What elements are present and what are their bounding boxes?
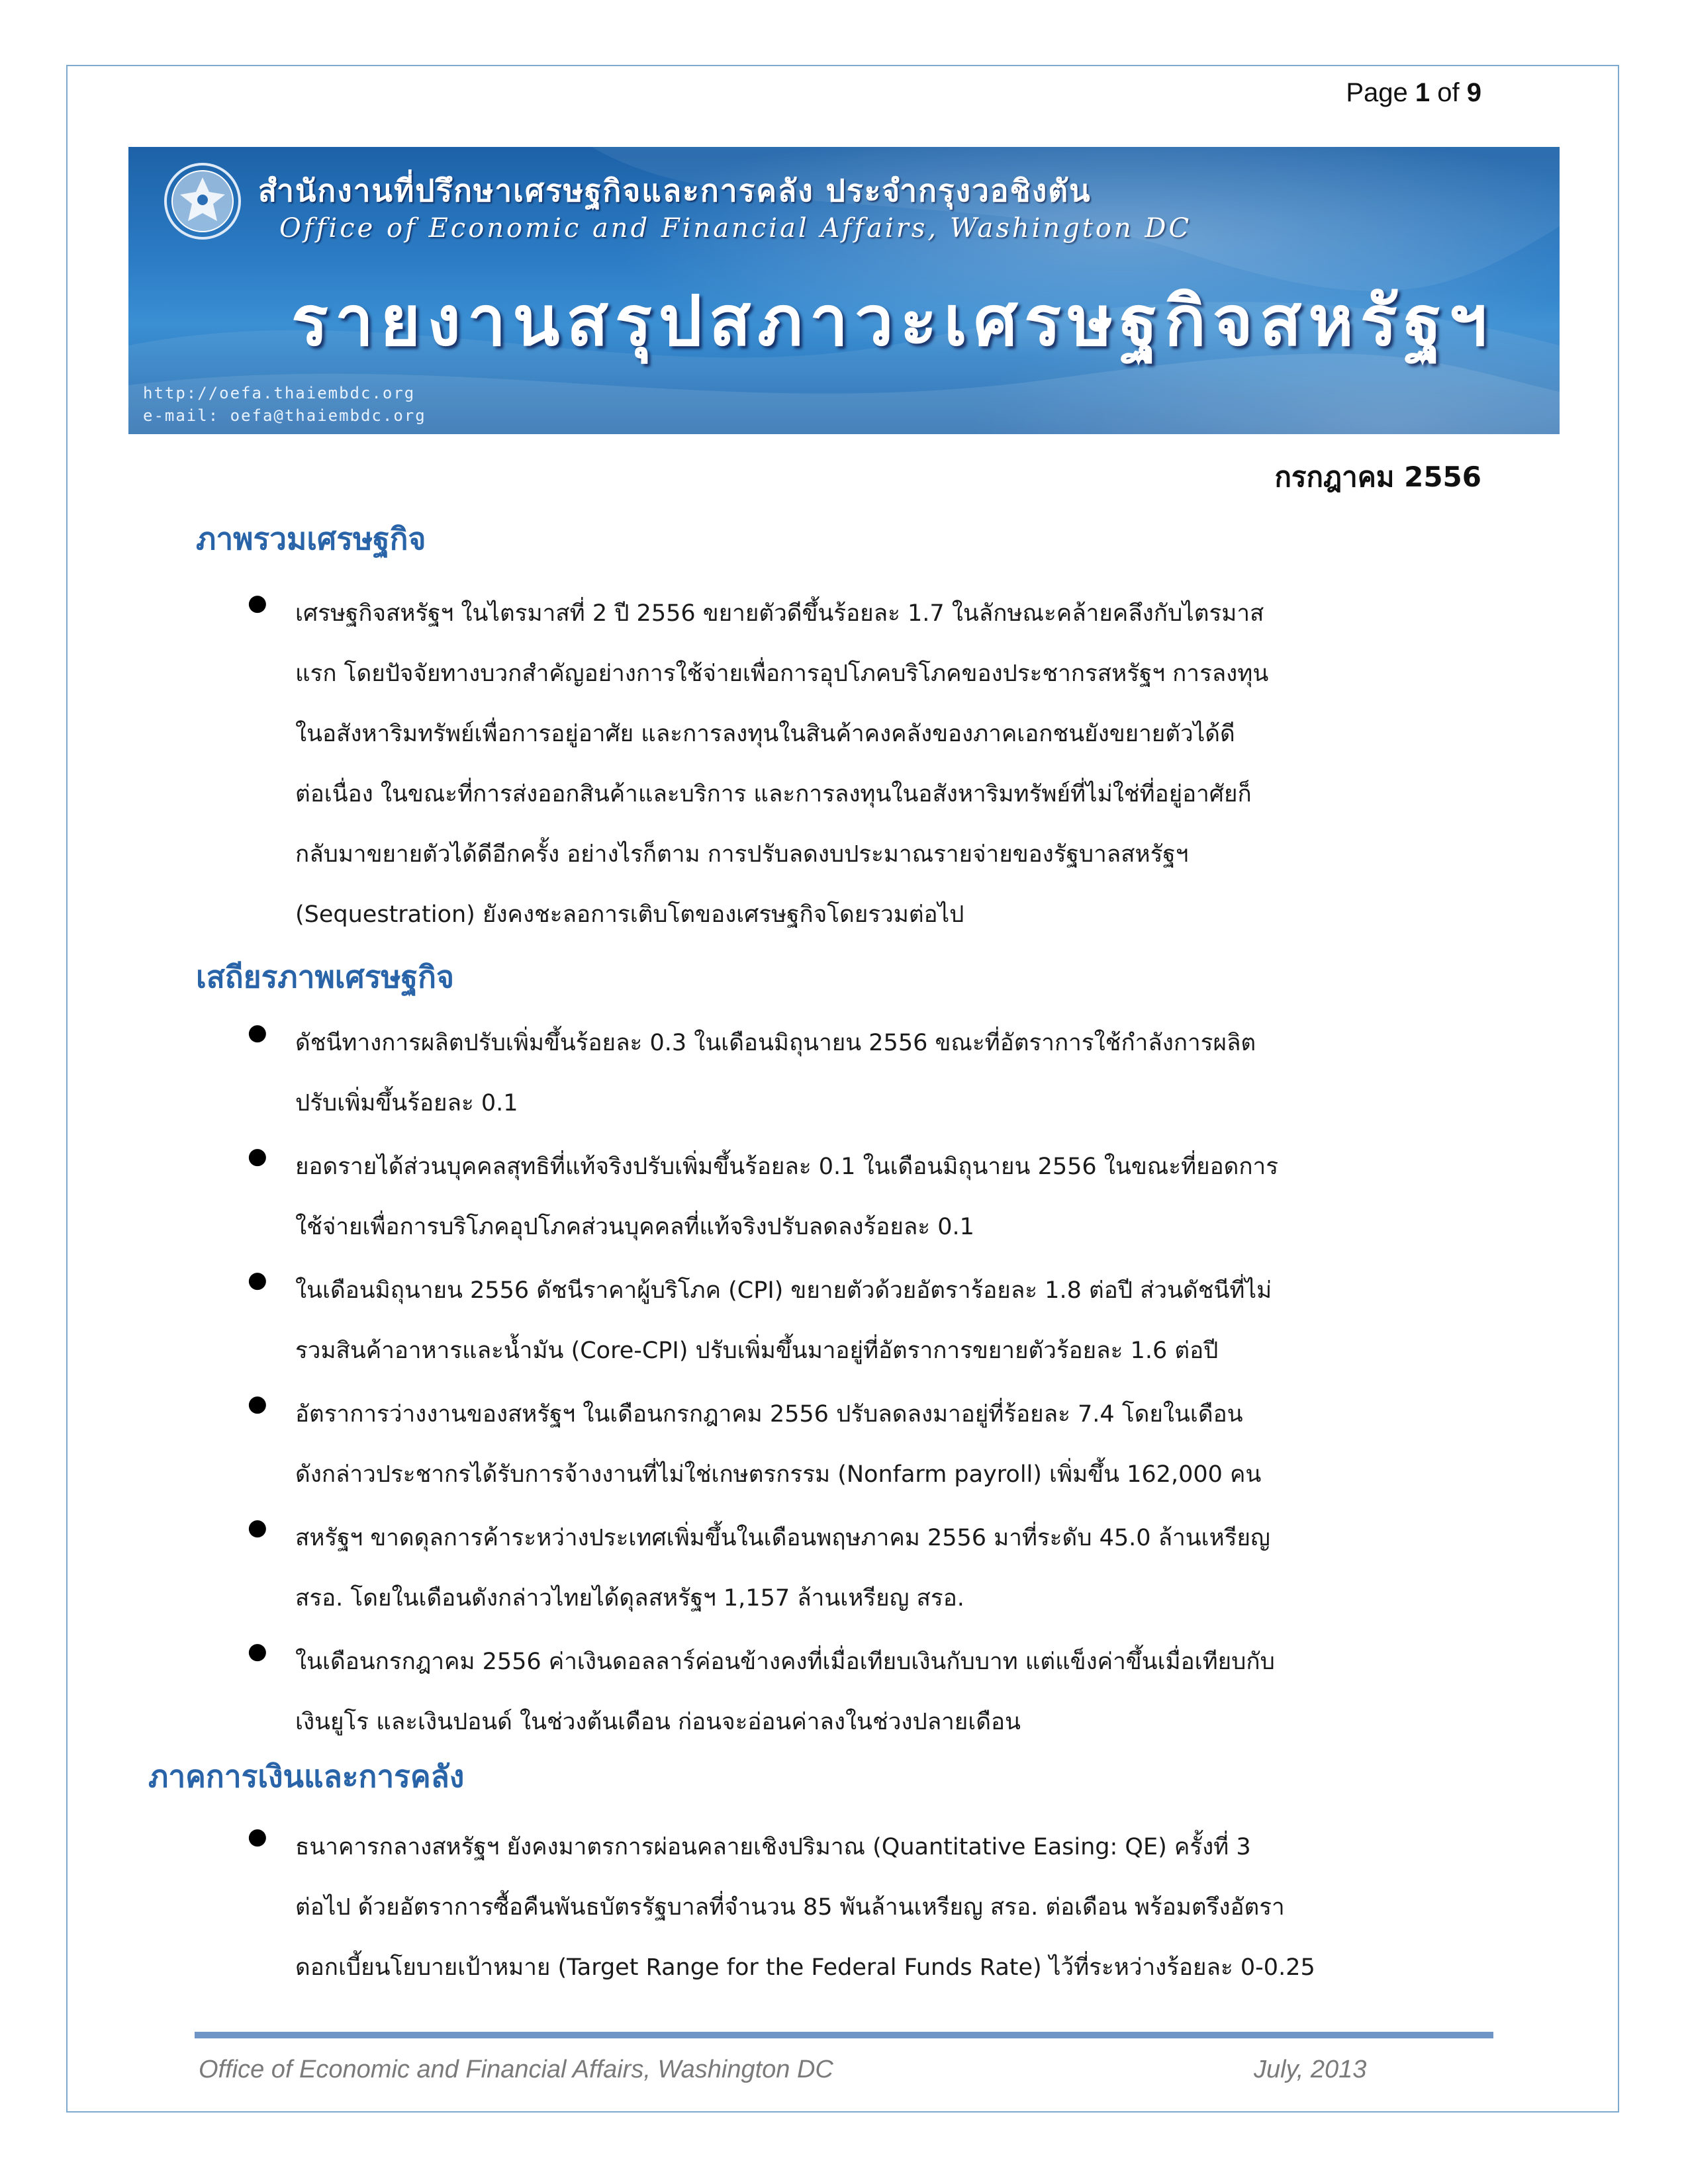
section-heading-economic-overview: ภาพรวมเศรษฐกิจ (196, 521, 426, 557)
list-item (295, 1508, 1487, 1629)
text-line: ยอดรายได้ส่วนบุคคลสุทธิที่แท้จริงปรับเพิ่มขึ้นร้อยละ 0.1 ในเดือนมิถุนายน 2556 ในขณะที่ยอดการ (295, 1154, 1278, 1180)
text-line: ดอกเบี้ยนโยบายเป้าหมาย (Target Range for the Federal Funds Rate) ไว้ที่ระหว่างร้อยละ 0-0.25 (295, 1954, 1315, 1981)
text-line: (Sequestration) ยังคงชะลอการเติบโตของเศรษฐกิจโดยรวมต่อไป (295, 901, 964, 928)
section-heading-economic-stability: เสถียรภาพเศรษฐกิจ (196, 959, 454, 995)
list-item (295, 1817, 1487, 1998)
list-item (295, 584, 1487, 945)
text-line: ต่อไป ด้วยอัตราการซื้อคืนพันธบัตรรัฐบาลที่จำนวน 85 พันล้านเหรียญ สรอ. ต่อเดือน พร้อมตรึงอัตรา (295, 1894, 1285, 1921)
text-line: เศรษฐกิจสหรัฐฯ ในไตรมาสที่ 2 ปี 2556 ขยายตัวดีขึ้นร้อยละ 1.7 ในลักษณะคล้ายคลึงกับไตรมาส (295, 600, 1264, 627)
banner-org-thai: สำนักงานที่ปรึกษาเศรษฐกิจและการคลัง ประจำกรุงวอชิงตัน (258, 173, 1092, 208)
text-line: แรก โดยปัจจัยทางบวกสำคัญอย่างการใช้จ่ายเพื่อการอุปโภคบริโภคของประชากรสหรัฐฯ การลงทุน (295, 660, 1269, 687)
text-line: ดัชนีทางการผลิตปรับเพิ่มขึ้นร้อยละ 0.3 ในเดือนมิถุนายน 2556 ขณะที่อัตราการใช้กำลังการผลิต (295, 1030, 1256, 1056)
page-number (1346, 78, 1481, 108)
bullet-icon: ● (248, 1638, 267, 1664)
list-item (295, 1385, 1487, 1505)
footer-organization: Office of Economic and Financial Affairs, Washington DC (199, 2056, 833, 2083)
bullet-icon: ● (248, 1823, 267, 1850)
bullet-icon: ● (248, 1143, 267, 1169)
header-banner (128, 147, 1560, 434)
bullet-icon: ● (248, 1514, 267, 1541)
banner-org-english: Office of Economic and Financial Affairs, Washington DC (279, 213, 1192, 244)
text-line: ในอสังหาริมทรัพย์เพื่อการอยู่อาศัย และการลงทุนในสินค้าคงคลังของภาคเอกชนยังขยายตัวได้ดี (295, 721, 1235, 747)
section-heading-finance-fiscal: ภาคการเงินและการคลัง (148, 1758, 465, 1794)
footer-rule (195, 2032, 1493, 2038)
banner-report-title: รายงานสรุปสภาวะเศรษฐกิจสหรัฐฯ (291, 281, 1494, 361)
text-line: ใช้จ่ายเพื่อการบริโภคอุปโภคส่วนบุคคลที่แท้จริงปรับลดลงร้อยละ 0.1 (295, 1214, 974, 1240)
text-line: สรอ. โดยในเดือนดังกล่าวไทยได้ดุลสหรัฐฯ 1,157 ล้านเหรียญ สรอ. (295, 1585, 964, 1612)
bullet-icon: ● (248, 1267, 267, 1293)
bullet-icon: ● (248, 590, 267, 616)
page-current: 1 (1415, 78, 1430, 107)
bullet-icon: ● (248, 1019, 267, 1046)
footer-date: July, 2013 (1254, 2056, 1367, 2083)
list-item (295, 1137, 1487, 1257)
text-line: อัตราการว่างงานของสหรัฐฯ ในเดือนกรกฎาคม 2556 ปรับลดลงมาอยู่ที่ร้อยละ 7.4 โดยในเดือน (295, 1401, 1243, 1428)
banner-email-link[interactable]: e-mail: oefa@thaiembdc.org (143, 406, 426, 425)
page-of: of (1437, 78, 1460, 107)
garuda-emblem-icon (162, 160, 244, 242)
text-line: รวมสินค้าอาหารและน้ำมัน (Core-CPI) ปรับเพิ่มขึ้นมาอยู่ที่อัตราการขยายตัวร้อยละ 1.6 ต่อปี (295, 1338, 1219, 1364)
text-line: ดังกล่าวประชากรได้รับการจ้างงานที่ไม่ใช่เกษตรกรรม (Nonfarm payroll) เพิ่มขึ้น 162,000 คน (295, 1461, 1262, 1488)
list-item (295, 1632, 1487, 1752)
list-item (295, 1013, 1487, 1134)
text-line: ต่อเนื่อง ในขณะที่การส่งออกสินค้าและบริการ และการลงทุนในอสังหาริมทรัพย์ที่ไม่ใช่ที่อยู่อาศัยก็ (295, 781, 1252, 807)
text-line: ปรับเพิ่มขึ้นร้อยละ 0.1 (295, 1090, 518, 1116)
text-line: สหรัฐฯ ขาดดุลการค้าระหว่างประเทศเพิ่มขึ้นในเดือนพฤษภาคม 2556 มาที่ระดับ 45.0 ล้านเหรียญ (295, 1525, 1270, 1551)
text-line: กลับมาขยายตัวได้ดีอีกครั้ง อย่างไรก็ตาม การปรับลดงบประมาณรายจ่ายของรัฐบาลสหรัฐฯ (295, 841, 1189, 868)
page-total: 9 (1466, 78, 1481, 107)
page-label: Page (1346, 78, 1408, 107)
banner-url-link[interactable]: http://oefa.thaiembdc.org (143, 384, 416, 402)
list-item (295, 1261, 1487, 1381)
text-line: เงินยูโร และเงินปอนด์ ในช่วงต้นเดือน ก่อนจะอ่อนค่าลงในช่วงปลายเดือน (295, 1709, 1021, 1735)
report-date: กรกฎาคม 2556 (1274, 461, 1481, 493)
bullet-icon: ● (248, 1390, 267, 1417)
text-line: ในเดือนมิถุนายน 2556 ดัชนีราคาผู้บริโภค (CPI) ขยายตัวด้วยอัตราร้อยละ 1.8 ต่อปี ส่วนดัชนีที่ไม่ (295, 1277, 1272, 1304)
text-line: ธนาคารกลางสหรัฐฯ ยังคงมาตรการผ่อนคลายเชิงปริมาณ (Quantitative Easing: QE) ครั้งที่ 3 (295, 1834, 1251, 1860)
text-line: ในเดือนกรกฎาคม 2556 ค่าเงินดอลลาร์ค่อนข้างคงที่เมื่อเทียบเงินกับบาท แต่แข็งค่าขึ้นเมื่อเทียบกับ (295, 1649, 1275, 1675)
